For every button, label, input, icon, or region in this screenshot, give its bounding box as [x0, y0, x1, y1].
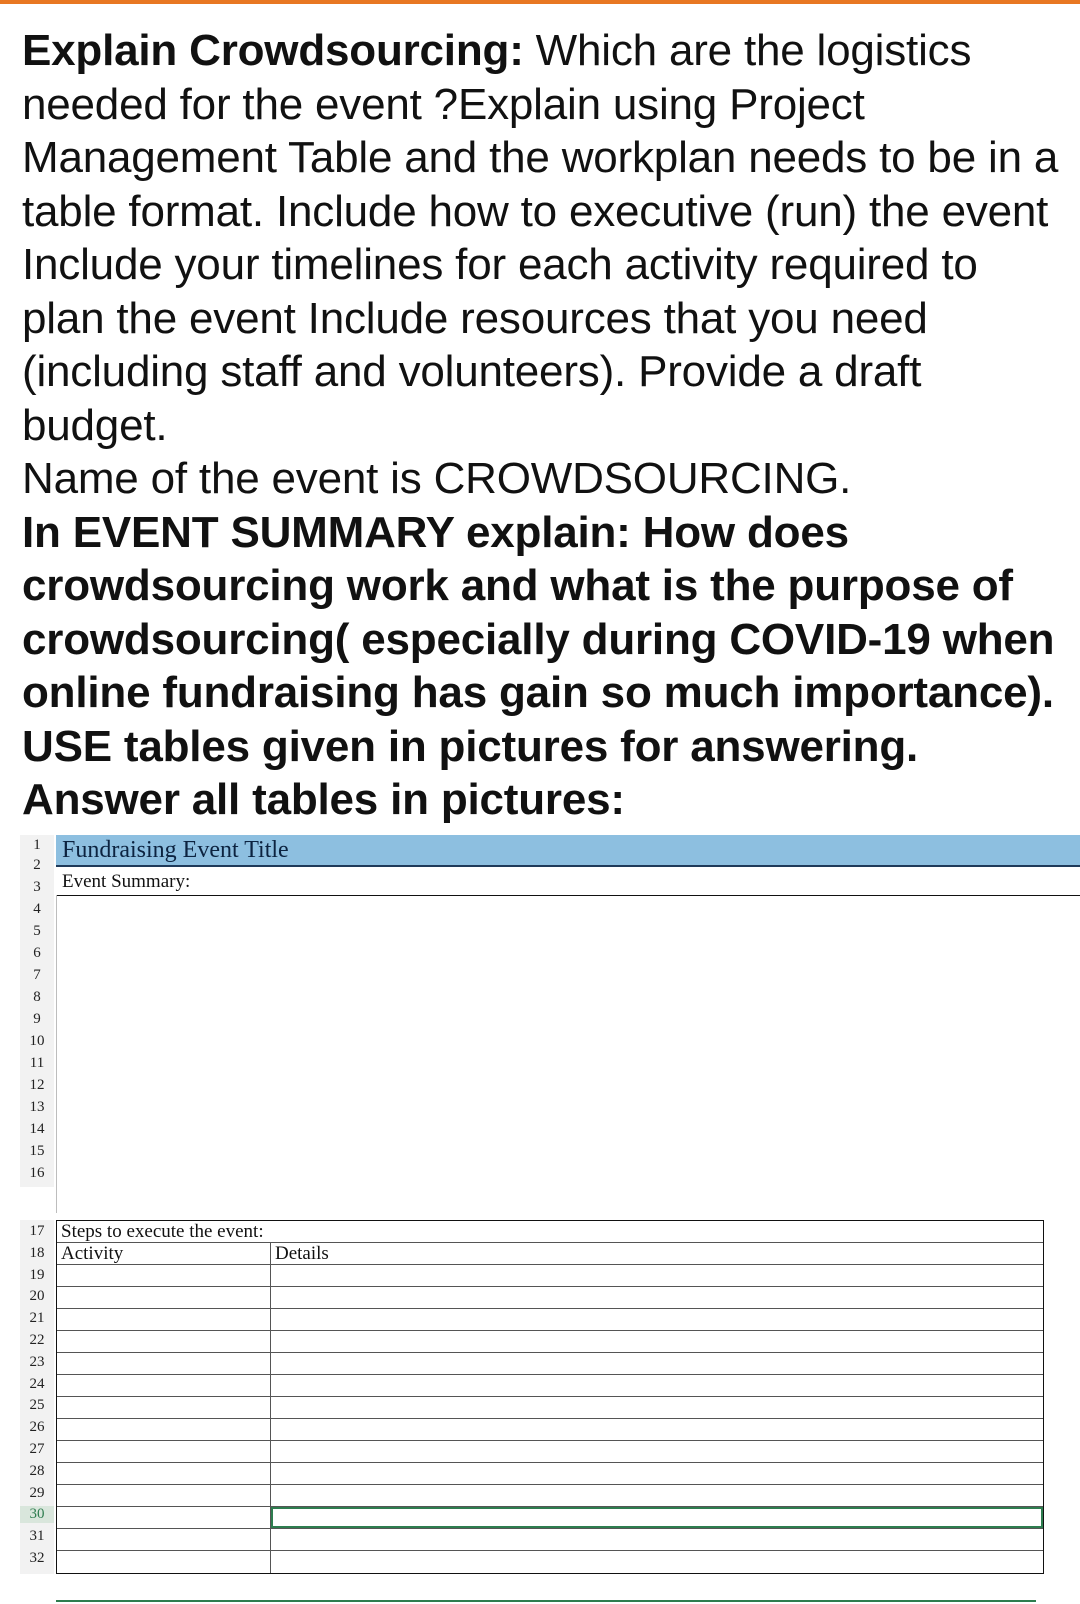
- table-row: [57, 1485, 1043, 1507]
- row-number[interactable]: 10: [29, 1033, 45, 1049]
- details-cell[interactable]: [271, 1441, 1043, 1462]
- steps-table: [56, 1220, 1044, 1574]
- fundraising-event-title: Fundraising Event Title: [62, 837, 289, 863]
- row-number-column-top: [20, 835, 54, 1187]
- row-number[interactable]: 16: [29, 1165, 45, 1181]
- details-cell[interactable]: [271, 1287, 1043, 1308]
- question-text: [22, 24, 1068, 827]
- activity-header: Activity: [57, 1243, 271, 1264]
- details-cell[interactable]: [271, 1419, 1043, 1440]
- row-number[interactable]: 30: [20, 1506, 54, 1523]
- row-number[interactable]: 6: [33, 945, 41, 961]
- row-number[interactable]: 24: [29, 1375, 45, 1392]
- activity-cell[interactable]: [57, 1331, 271, 1352]
- row-number[interactable]: 5: [33, 923, 41, 939]
- row-number[interactable]: 15: [29, 1143, 45, 1159]
- table-row: [57, 1265, 1043, 1287]
- row-number[interactable]: 31: [29, 1528, 45, 1545]
- table-row: [57, 1375, 1043, 1397]
- table-row: [57, 1441, 1043, 1463]
- details-cell[interactable]: [271, 1507, 1043, 1528]
- summary-grid-line: [56, 895, 57, 1213]
- details-cell[interactable]: [271, 1265, 1043, 1286]
- details-cell[interactable]: [271, 1375, 1043, 1396]
- table-row: [57, 1507, 1043, 1529]
- row-number[interactable]: 27: [29, 1441, 45, 1457]
- row-number[interactable]: 2: [33, 857, 41, 873]
- row-number[interactable]: 18: [29, 1244, 45, 1261]
- activity-cell[interactable]: [57, 1529, 271, 1550]
- row-number[interactable]: 25: [29, 1397, 45, 1414]
- row-number[interactable]: 20: [29, 1288, 45, 1305]
- details-cell[interactable]: [271, 1529, 1043, 1550]
- activity-cell[interactable]: [57, 1507, 271, 1528]
- row-number[interactable]: 11: [29, 1055, 45, 1071]
- activity-cell[interactable]: [57, 1441, 271, 1462]
- activity-cell[interactable]: [57, 1287, 271, 1308]
- activity-cell[interactable]: [57, 1485, 271, 1506]
- bold-instructions: [22, 506, 1068, 827]
- question-bold-intro: Explain Crowdsourcing:: [22, 26, 524, 75]
- table-row: [57, 1287, 1043, 1309]
- row-number[interactable]: 26: [29, 1419, 45, 1436]
- details-cell[interactable]: [271, 1309, 1043, 1330]
- activity-cell[interactable]: [57, 1397, 271, 1418]
- table-row: [57, 1353, 1043, 1375]
- row-number[interactable]: 28: [29, 1462, 45, 1479]
- row-number[interactable]: 21: [29, 1310, 45, 1327]
- details-cell[interactable]: [271, 1485, 1043, 1506]
- steps-header-row[interactable]: [57, 1243, 1043, 1265]
- row-number[interactable]: 23: [29, 1353, 45, 1370]
- row-number[interactable]: 8: [33, 989, 41, 1005]
- summary-row-border: [56, 895, 1080, 896]
- activity-cell[interactable]: [57, 1463, 271, 1484]
- activity-cell[interactable]: [57, 1551, 271, 1573]
- event-summary-label: Event Summary:: [62, 871, 191, 892]
- row-number-column-steps: [20, 1220, 54, 1574]
- details-cell[interactable]: [271, 1551, 1043, 1573]
- activity-cell[interactable]: [57, 1375, 271, 1396]
- details-cell[interactable]: [271, 1353, 1043, 1374]
- details-header: Details: [275, 1243, 329, 1264]
- row-number[interactable]: 1: [33, 837, 41, 853]
- bold-instructions-text: In EVENT SUMMARY explain: How does crowdsourcing work and what is the purpose of crowdsourcing( especially during COVID-19 when online fundraising has gain so much importance). USE tables given in pictures for answering. Answer all tables in pictures:: [22, 507, 1055, 824]
- row-number[interactable]: 32: [29, 1550, 45, 1566]
- row-number[interactable]: 3: [33, 879, 41, 895]
- row-number[interactable]: 13: [29, 1099, 45, 1115]
- steps-title-row[interactable]: [57, 1221, 1043, 1243]
- table-row: [57, 1419, 1043, 1441]
- row-number[interactable]: 22: [29, 1332, 45, 1348]
- row-number[interactable]: 14: [29, 1121, 45, 1137]
- details-cell[interactable]: [271, 1463, 1043, 1484]
- bottom-selection-edge: [56, 1600, 1036, 1602]
- table-row: [57, 1397, 1043, 1419]
- steps-body: [57, 1265, 1043, 1573]
- table-row: [57, 1529, 1043, 1551]
- activity-cell[interactable]: [57, 1265, 271, 1286]
- table-row: [57, 1463, 1043, 1485]
- event-name-line: Name of the event is CROWDSOURCING.: [22, 454, 852, 503]
- activity-cell[interactable]: [57, 1353, 271, 1374]
- row-number[interactable]: 29: [29, 1484, 45, 1501]
- activity-cell[interactable]: [57, 1309, 271, 1330]
- table-row: [57, 1331, 1043, 1353]
- row-number[interactable]: 7: [33, 967, 41, 983]
- table-row: [57, 1309, 1043, 1331]
- steps-label: Steps to execute the event:: [61, 1221, 264, 1242]
- row-number[interactable]: 12: [29, 1077, 45, 1093]
- row-number[interactable]: 9: [33, 1011, 41, 1027]
- details-cell[interactable]: [271, 1331, 1043, 1352]
- top-accent-bar: [0, 0, 1080, 4]
- details-cell[interactable]: [271, 1397, 1043, 1418]
- question-intro-rest: Which are the logistics needed for the event ?Explain using Project Management Table and the workplan needs to be in a table format. Include how to executive (run) the event Include your timelines for each activity required to plan the event Include resources that you need (including staff and volunteers). Provide a draft budget.: [22, 26, 1059, 450]
- row-number[interactable]: 19: [29, 1266, 45, 1283]
- row-number[interactable]: 4: [33, 901, 41, 917]
- activity-cell[interactable]: [57, 1419, 271, 1440]
- row-number[interactable]: 17: [29, 1223, 45, 1239]
- table-row: [57, 1551, 1043, 1573]
- question-paragraph-1: [22, 24, 1068, 452]
